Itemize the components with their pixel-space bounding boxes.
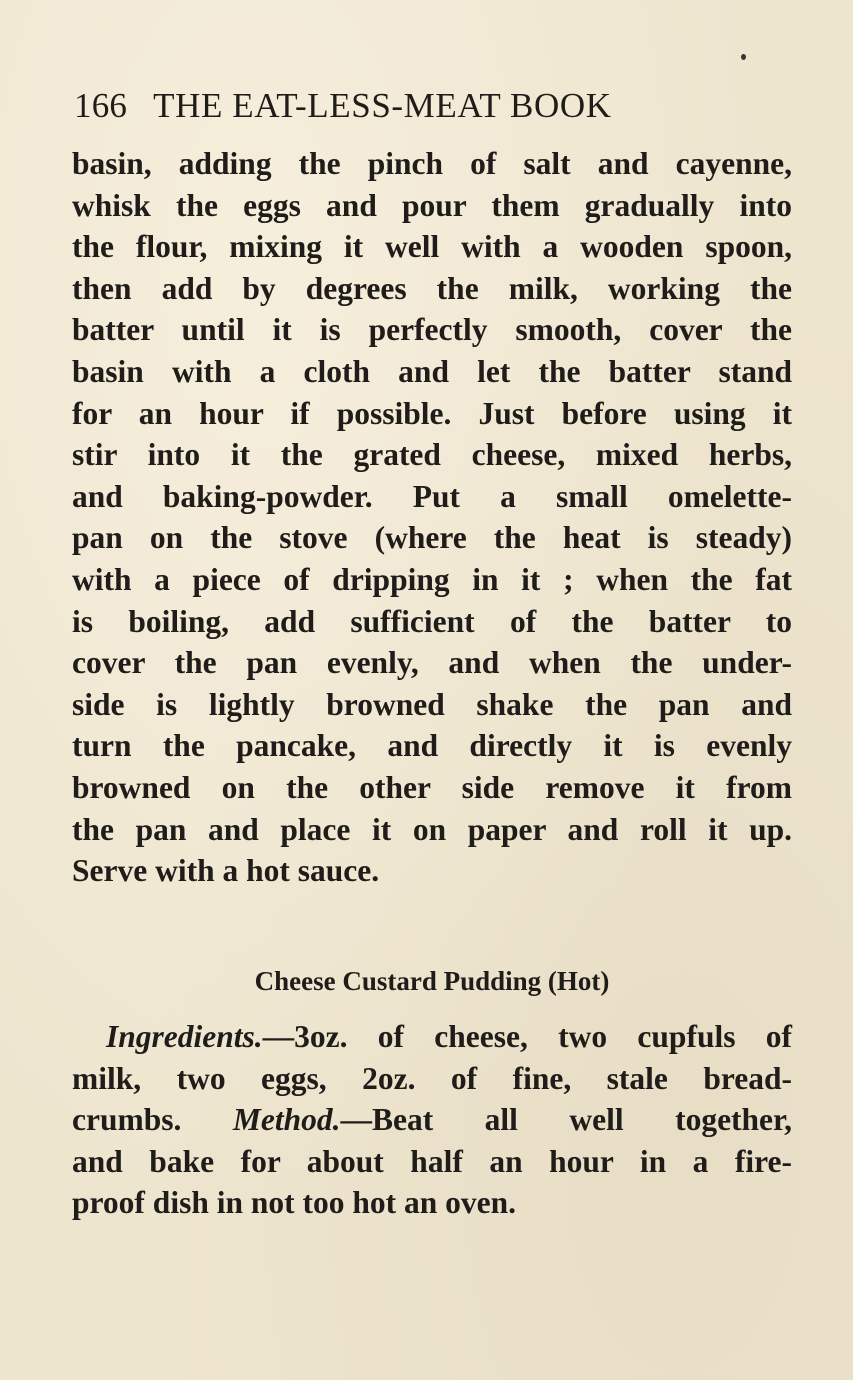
ingredients-text: —3oz. of cheese, two cupfuls of bbox=[262, 1019, 792, 1054]
text-line: milk, two eggs, 2oz. of fine, stale bread- bbox=[72, 1060, 792, 1096]
page-number: 166 bbox=[74, 86, 128, 125]
text-line: with a piece of dripping in it ; when the fat bbox=[72, 561, 792, 597]
text-line: browned on the other side remove it from bbox=[72, 769, 792, 805]
text-line: then add by degrees the milk, working the bbox=[72, 270, 792, 306]
ingredients-label: Ingredients. bbox=[106, 1019, 263, 1054]
text-line: whisk the eggs and pour them gradually into bbox=[72, 187, 792, 223]
text-line bbox=[72, 1016, 792, 1058]
text-line: batter until it is perfectly smooth, cover the bbox=[72, 312, 792, 348]
text-line: for an hour if possible. Just before using it bbox=[72, 395, 792, 431]
text-line: and bake for about half an hour in a fire- bbox=[72, 1143, 792, 1179]
running-head bbox=[74, 82, 794, 130]
text-line: side is lightly browned shake the pan and bbox=[72, 686, 792, 722]
text-line bbox=[72, 1099, 792, 1141]
ink-speck bbox=[741, 54, 746, 60]
method-label: Method. bbox=[232, 1102, 341, 1138]
text-line: basin, adding the pinch of salt and cayenne, bbox=[72, 146, 792, 181]
method-text: —Beat all well together, bbox=[340, 1102, 792, 1138]
paragraph-batter-method bbox=[72, 143, 792, 892]
text-line: basin with a cloth and let the batter stand bbox=[72, 353, 792, 389]
text-line: the pan and place it on paper and roll it up. bbox=[72, 811, 792, 847]
text-line: the flour, mixing it well with a wooden spoon, bbox=[72, 229, 792, 265]
text-line: is boiling, add sufficient of the batter to bbox=[72, 603, 792, 639]
text-line: cover the pan evenly, and when the under- bbox=[72, 645, 792, 681]
text-line: proof dish in not too hot an oven. bbox=[72, 1185, 517, 1221]
text-line: stir into it the grated cheese, mixed herbs, bbox=[72, 437, 792, 473]
book-title: THE EAT-LESS-MEAT BOOK bbox=[153, 86, 612, 125]
text-line: and baking-powder. Put a small omelette- bbox=[72, 478, 792, 514]
text-line: turn the pancake, and directly it is evenly bbox=[72, 728, 792, 764]
recipe-heading: Cheese Custard Pudding (Hot) bbox=[254, 966, 610, 996]
crumbs-text: crumbs. bbox=[72, 1102, 233, 1138]
text-line: Serve with a hot sauce. bbox=[72, 853, 380, 889]
paragraph-recipe bbox=[72, 1016, 792, 1224]
text-line: pan on the stove (where the heat is steady) bbox=[72, 520, 792, 556]
